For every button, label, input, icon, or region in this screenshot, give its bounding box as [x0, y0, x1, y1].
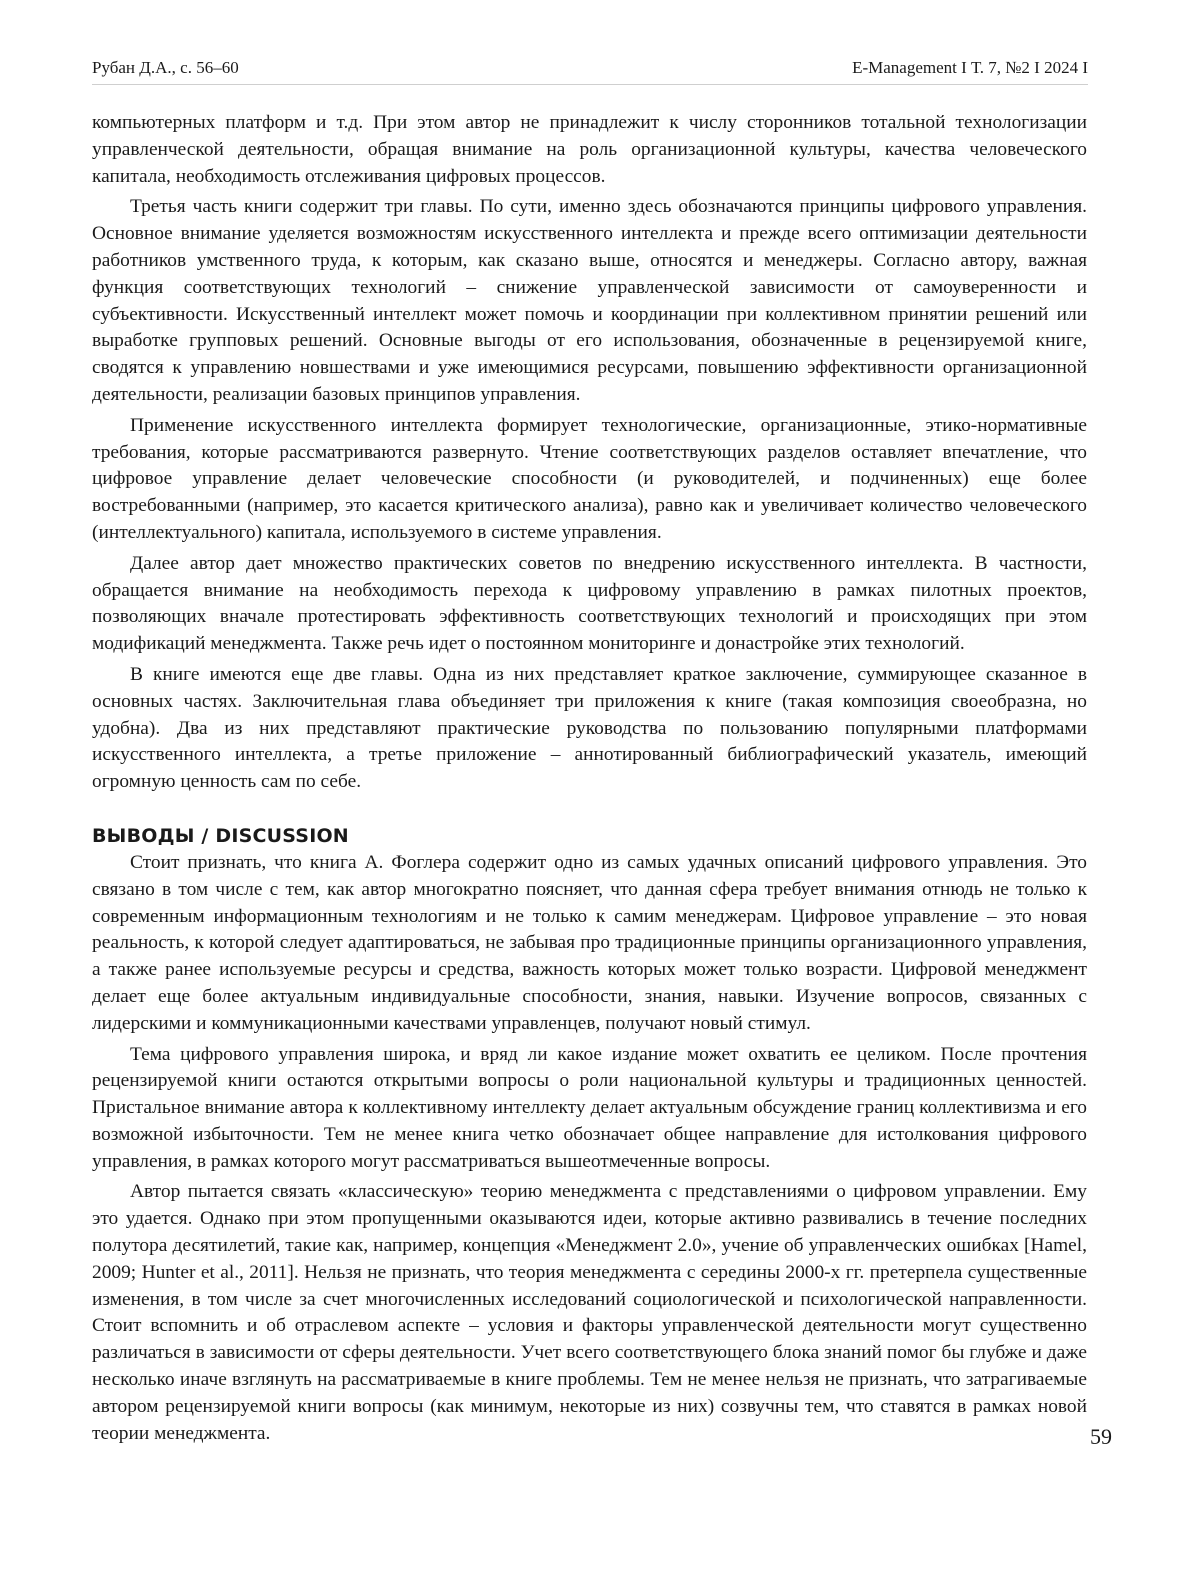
running-header-authors: Рубан Д.А., с. 56–60 — [92, 58, 239, 78]
paragraph: Далее автор дает множество практических советов по внедрению искусственного интеллекта. В частности, обращается внимание на необходимость перехода к цифровому управлению в рамках пилотных проектов, позволяющих вначале протестировать эффективность соответствующих технологий и происходящих при этом модификаций менеджмента. Также речь идет о постоянном мониторинге и донастройке этих технологий. — [92, 551, 1087, 658]
paragraph: Третья часть книги содержит три главы. По сути, именно здесь обозначаются принципы цифрового управления. Основное внимание уделяется возможностям искусственного интеллекта и прежде всего оптимизации деятельности работников умственного труда, к которым, как сказано выше, относятся и менеджеры. Согласно автору, важная функция соответствующих технологий – снижение управленческой зависимости от самоуверенности и субъективности. Искусственный интеллект может помочь и координации при коллективном принятии решений или выработке групповых решений. Основные выгоды от его использования, обозначенные в рецензируемой книге, сводятся к управлению новшествами и уже имеющимися ресурсами, повышению эффективности организационной деятельности, реализации базовых принципов управления. — [92, 194, 1087, 408]
running-header — [92, 58, 1088, 78]
header-divider — [92, 84, 1088, 85]
article-body — [92, 110, 1087, 1451]
paragraph: Применение искусственного интеллекта формирует технологические, организационные, этико-нормативные требования, которые рассматриваются развернуто. Чтение соответствующих разделов оставляет впечатление, что цифровое управление делает человеческие способности (и руководителей, и подчиненных) еще более востребованными (например, это касается критического анализа), равно как и увеличивает количество человеческого (интеллектуального) капитала, используемого в системе управления. — [92, 413, 1087, 547]
section-heading-discussion: ВЫВОДЫ / DISCUSSION — [92, 822, 1087, 850]
running-header-journal: E-Management I Т. 7, №2 I 2024 I — [852, 58, 1088, 78]
paragraph: Стоит признать, что книга А. Фоглера содержит одно из самых удачных описаний цифрового управления. Это связано в том числе с тем, как автор многократно поясняет, что данная сфера требует внимания отнюдь не только к современным информационным технологиям и не только к самим менеджерам. Цифровое управление – это новая реальность, к которой следует адаптироваться, не забывая про традиционные принципы организационного управления, а также ранее используемые ресурсы и средства, важность которых может только возрасти. Цифровой менеджмент делает еще более актуальным индивидуальные способности, знания, навыки. Изучение вопросов, связанных с лидерскими и коммуникационными качествами управленцев, получают новый стимул. — [92, 850, 1087, 1038]
paragraph: В книге имеются еще две главы. Одна из них представляет краткое заключение, суммирующее сказанное в основных частях. Заключительная глава объединяет три приложения к книге (такая композиция своеобразна, но удобна). Два из них представляют практические руководства по пользованию популярными платформами искусственного интеллекта, а третье приложение – аннотированный библиографический указатель, имеющий огромную ценность сам по себе. — [92, 662, 1087, 796]
paragraph: Тема цифрового управления широка, и вряд ли какое издание может охватить ее целиком. После прочтения рецензируемой книги остаются открытыми вопросы о роли национальной культуры и традиционных ценностей. Пристальное внимание автора к коллективному интеллекту делает актуальным обсуждение границ коллективизма и его возможной избыточности. Тем не менее книга четко обозначает общее направление для истолкования цифрового управления, в рамках которого могут рассматриваться вышеотмеченные вопросы. — [92, 1042, 1087, 1176]
paragraph-continued: компьютерных платформ и т.д. При этом автор не принадлежит к числу сторонников тотальной технологизации управленческой деятельности, обращая внимание на роль организационной культуры, качества человеческого капитала, необходимость отслеживания цифровых процессов. — [92, 110, 1087, 190]
paragraph: Автор пытается связать «классическую» теорию менеджмента с представлениями о цифровом управлении. Ему это удается. Однако при этом пропущенными оказываются идеи, которые активно развивались в течение последних полутора десятилетий, такие как, например, концепция «Менеджмент 2.0», учение об управленческих ошибках [Hamel, 2009; Hunter et al., 2011]. Нельзя не признать, что теория менеджмента с середины 2000-х гг. претерпела существенные изменения, в том числе за счет многочисленных исследований социологической и психологической направленности. Стоит вспомнить и об отраслевом аспекте – условия и факторы управленческой деятельности могут существенно различаться в зависимости от сферы деятельности. Учет всего соответствующего блока знаний помог бы глубже и даже несколько иначе взглянуть на рассматриваемые в книге проблемы. Тем не менее нельзя не признать, что затрагиваемые автором рецензируемой книги вопросы (как минимум, некоторые из них) созвучны тем, что ставятся в рамках новой теории менеджмента. — [92, 1179, 1087, 1447]
page-number: 59 — [1090, 1424, 1112, 1450]
